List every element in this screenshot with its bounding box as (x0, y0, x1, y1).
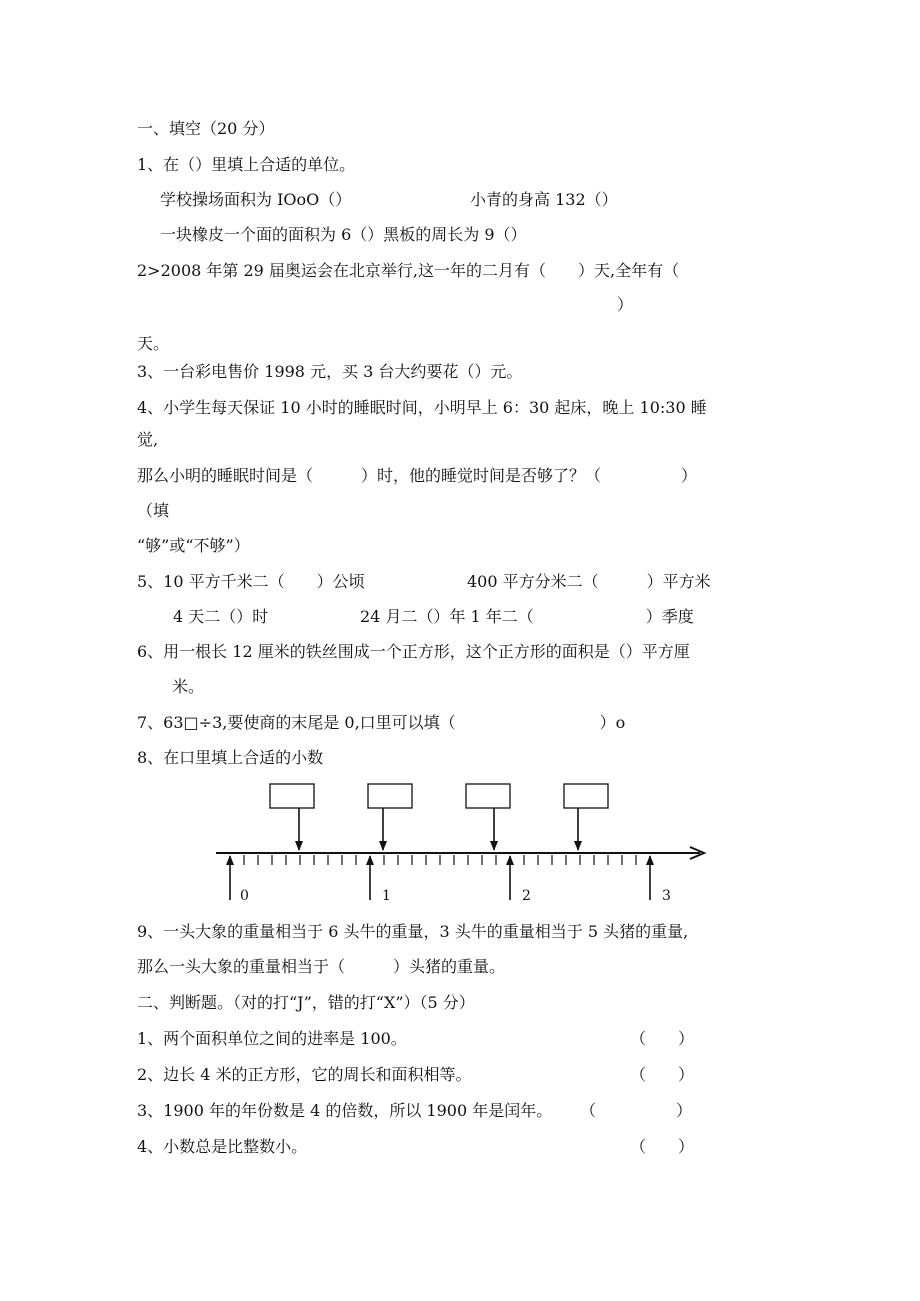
q4-line4: （填 (137, 501, 170, 520)
q6-line1: 6、用一根长 12 厘米的铁丝围成一个正方形，这个正方形的面积是（）平方厘 (137, 642, 690, 661)
q2-line1: 2>2008 年第 29 届奥运会在北京举行,这一年的二月有（ ）天,全年有（ (137, 261, 680, 280)
judge-item-3: 3、1900 年的年份数是 4 的倍数，所以 1900 年是闰年。 (137, 1101, 553, 1120)
q1-b: 小青的身高 132（） (470, 190, 618, 209)
answer-box-2[interactable] (368, 784, 412, 808)
judge-paren-2[interactable]: （ ） (630, 1065, 695, 1084)
judge-paren-3[interactable]: （ ） (580, 1101, 693, 1120)
q2-line3: 天。 (137, 334, 170, 353)
number-line-diagram (200, 770, 720, 900)
judge-item-2: 2、边长 4 米的正方形，它的周长和面积相等。 (137, 1065, 472, 1084)
section-judge-title: 二、判断题。（对的打“J”，错的打“X”）（5 分） (137, 993, 475, 1012)
axis-ticks (244, 855, 636, 865)
judge-paren-1[interactable]: （ ） (630, 1029, 695, 1048)
q1-title: 1、在（）里填上合适的单位。 (137, 155, 356, 174)
q4-line3: 那么小明的睡眠时间是（ ）时，他的睡觉时间是否够了？（ ） (137, 466, 698, 485)
answer-box-1[interactable] (270, 784, 314, 808)
q5-b: 400 平方分米二（ ）平方米 (467, 572, 711, 591)
axis-label-0: 0 (240, 888, 249, 900)
judge-item-4: 4、小数总是比整数小。 (137, 1137, 308, 1156)
q5-d: 24 月二（）年 1 年二（ ）季度 (360, 607, 694, 626)
q7-text: 7、63□÷3,要使商的末尾是 0,口里可以填（ ）o (137, 713, 626, 732)
axis-label-3: 3 (662, 888, 671, 900)
q1-c: 一块橡皮一个面的面积为 6（）黑板的周长为 9（） (160, 225, 527, 244)
judge-paren-4[interactable]: （ ） (630, 1137, 695, 1156)
answer-box-4[interactable] (564, 784, 608, 808)
q4-line2: 觉, (137, 430, 159, 449)
q9-line1: 9、一头大象的重量相当于 6 头牛的重量，3 头牛的重量相当于 5 头猪的重量, (137, 922, 689, 941)
q3-text: 3、一台彩电售价 1998 元，买 3 台大约要花（）元。 (137, 362, 523, 381)
axis-label-2: 2 (522, 888, 531, 900)
q8-title: 8、在口里填上合适的小数 (137, 748, 324, 767)
q2-line2: ） (617, 295, 634, 314)
q9-line2: 那么一头大象的重量相当于（ ）头猪的重量。 (137, 957, 506, 976)
axis-label-1: 1 (382, 888, 391, 900)
q5-c: 4 天二（）时 (173, 607, 269, 626)
q6-line2: 米。 (172, 677, 205, 696)
q4-line5: “够”或“不够”） (137, 536, 250, 555)
q5-a: 5、10 平方千米二（ ）公顷 (137, 572, 365, 591)
judge-item-1: 1、两个面积单位之间的进率是 100。 (137, 1029, 407, 1048)
q4-line1: 4、小学生每天保证 10 小时的睡眠时间，小明早上 6：30 起床，晚上 10:30 睡 (137, 398, 707, 417)
section-fill-title: 一、填空（20 分） (137, 119, 275, 138)
q1-a: 学校操场面积为 IOoO（） (160, 190, 352, 209)
answer-box-3[interactable] (466, 784, 510, 808)
